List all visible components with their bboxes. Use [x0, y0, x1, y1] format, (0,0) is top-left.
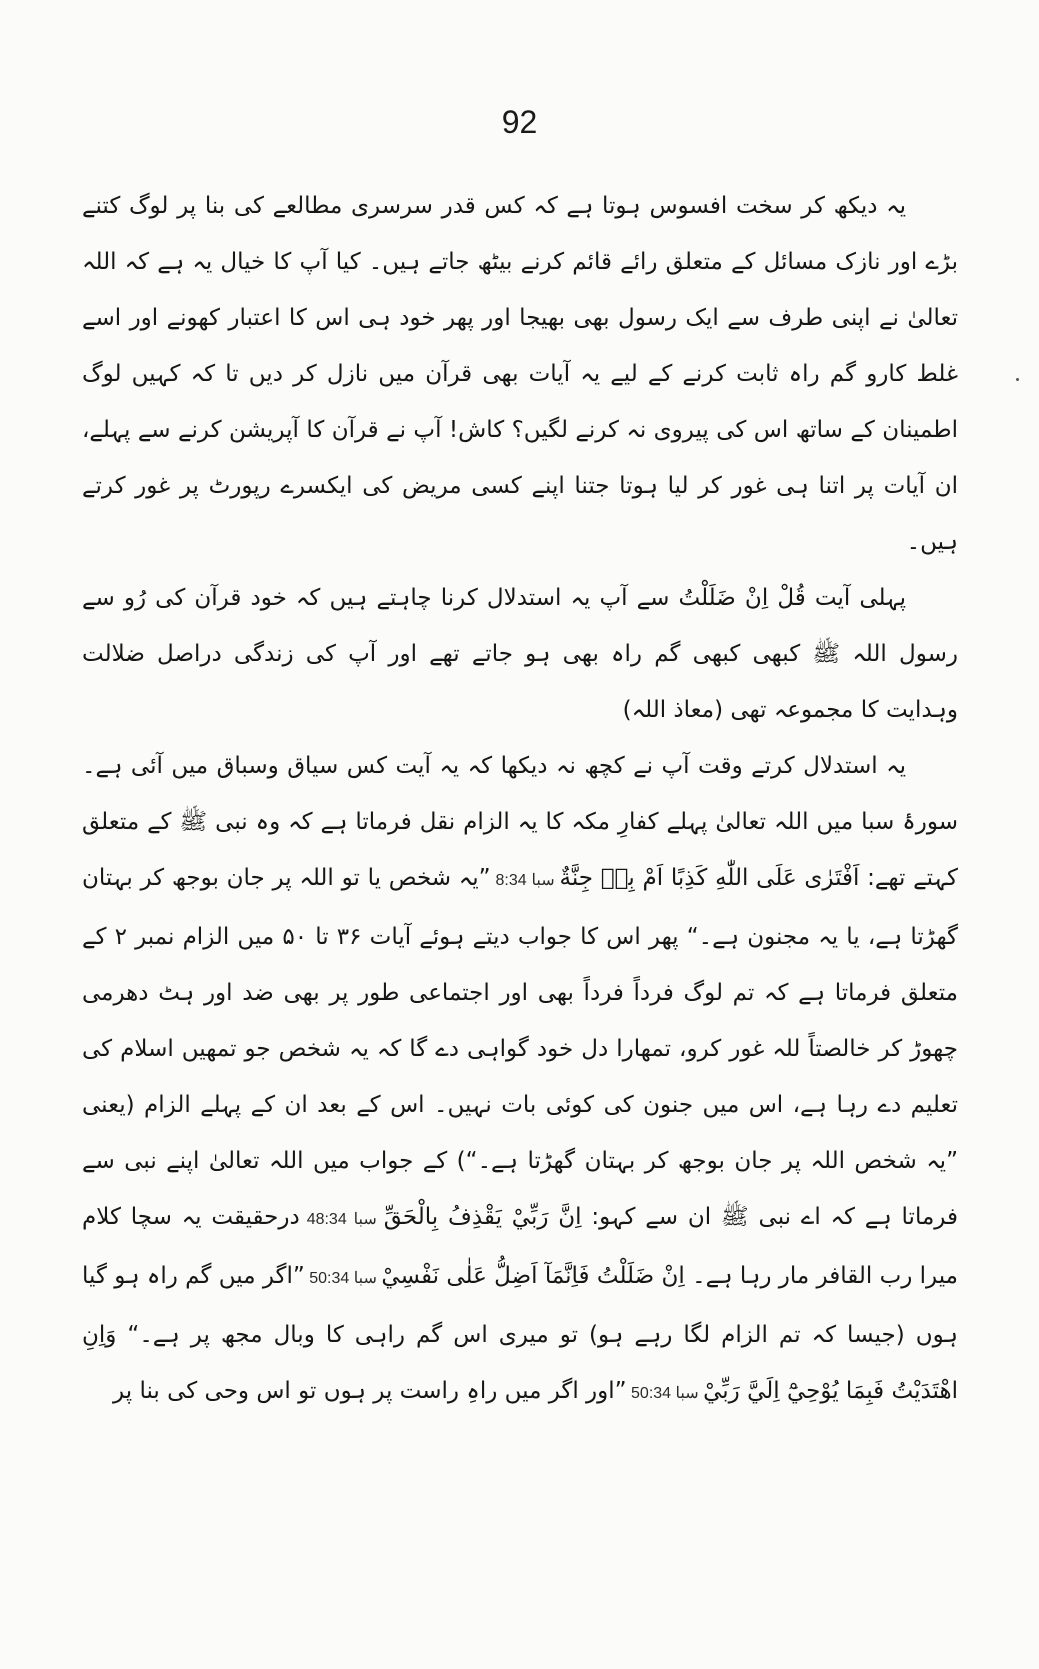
quranic-verse: قُلْ اِنْ ضَلَلْتُ	[678, 585, 806, 611]
verse-reference: سبا 50:34	[304, 1270, 382, 1287]
text-segment: پہلی آیت	[805, 585, 907, 611]
quranic-verse: وَاِنِ اهْتَدَيْتُ فَبِمَا يُوْحِيْٓ اِلَيَّ رَبِّيْ	[82, 1322, 958, 1404]
quranic-verse: اِنَّ رَبِّيْ يَقْذِفُ بِالْحَقِّ	[383, 1204, 582, 1230]
text-segment: ”یہ شخص یا تو اللہ پر جان بوجھ کر بہتان گھڑتا ہے، یا یہ مجنون ہے۔“ پھر اس کا جواب دیتے ہوئے آیات ۳۶ تا ۵۰ میں الزام نمبر ۲ کے متعلق فرماتا ہے کہ تم لوگ فرداً فرداً بھی اور اجتماعی طور پر بھی ضد اور ہٹ دھرمی چھوڑ کر خالصتاً للہ غور کرو، تمھارا دل خود گواہی دے گا کہ یہ شخص جو تمھیں اسلام کی تعلیم دے رہا ہے، اس میں جنون کی کوئی بات نہیں۔ اس کے بعد ان کے پہلے الزام (یعنی ”یہ شخص اللہ پر جان بوجھ کر بہتان گھڑتا ہے۔“) کے جواب میں اللہ تعالیٰ اپنے نبی سے فرماتا ہے کہ اے نبی ﷺ ان سے کہو:	[82, 865, 959, 1230]
text-segment: ”اگر میں گم راہ ہو گیا ہوں (جیسا کہ تم الزام لگا رہے ہو) تو میری اس گم راہی کا وبال مجھ پر ہے۔“	[82, 1263, 958, 1348]
verse-reference: سبا 8:34	[490, 872, 560, 889]
quranic-verse: اِنْ ضَلَلْتُ فَاِنَّمَآ اَضِلُّ عَلٰى نَفْسِيْ	[381, 1263, 685, 1289]
verse-reference: سبا 48:34	[299, 1211, 384, 1228]
scan-speck	[1016, 378, 1019, 381]
paragraph	[82, 570, 958, 738]
paragraph	[82, 178, 958, 570]
quranic-verse: اَفْتَرٰى عَلَى اللّٰهِ كَذِبًا اَمْ بِهٖ جِنَّةٌ	[559, 865, 860, 891]
text-segment: سے آپ یہ استدلال کرنا چاہتے ہیں کہ خود قرآن کی رُو سے رسول اللہ ﷺ کبھی کبھی گم راہ بھی ہو جاتے تھے اور آپ کی زندگی دراصل ضلالت وہدایت کا مجموعہ تھی (معاذ اللہ)	[82, 585, 958, 723]
verse-reference: سبا 50:34	[626, 1385, 704, 1402]
page-text-body	[82, 178, 958, 1422]
text-segment: یہ استدلال کرتے وقت آپ نے کچھ نہ دیکھا کہ یہ آیت کس سیاق وسباق میں آئی ہے۔ سورۂ سبا میں اللہ تعالیٰ پہلے کفارِ مکہ کا یہ الزام نقل فرماتا ہے کہ وہ نبی ﷺ کے متعلق کہتے تھے:	[82, 753, 959, 891]
text-segment: یہ دیکھ کر سخت افسوس ہوتا ہے کہ کس قدر سرسری مطالعے کی بنا پر لوگ کتنے بڑے اور نازک مسائل کے متعلق رائے قائم کرنے بیٹھ جاتے ہیں۔ کیا آپ کا خیال یہ ہے کہ اللہ تعالیٰ نے اپنی طرف سے ایک رسول بھی بھیجا اور پھر خود ہی اس کا اعتبار کھونے اور اسے غلط کارو گم راہ ثابت کرنے کے لیے یہ آیات بھی قرآن میں نازل کر دیں تا کہ کہیں لوگ اطمینان کے ساتھ اس کی پیروی نہ کرنے لگیں؟ کاش! آپ نے قرآن کا آپریشن کرنے سے پہلے، ان آیات پر اتنا ہی غور کر لیا ہوتا جتنا اپنے کسی مریض کی ایکسرے رپورٹ پر غور کرتے ہیں۔	[82, 193, 958, 555]
paragraph	[82, 738, 958, 1422]
page-number: 92	[501, 104, 538, 140]
text-segment: ”اور اگر میں راہِ راست پر ہوں تو اس وحی کی بنا پر	[113, 1378, 627, 1404]
text-segment: درحقیقت یہ سچا کلام میرا رب القافر مار رہا ہے۔	[82, 1204, 958, 1289]
